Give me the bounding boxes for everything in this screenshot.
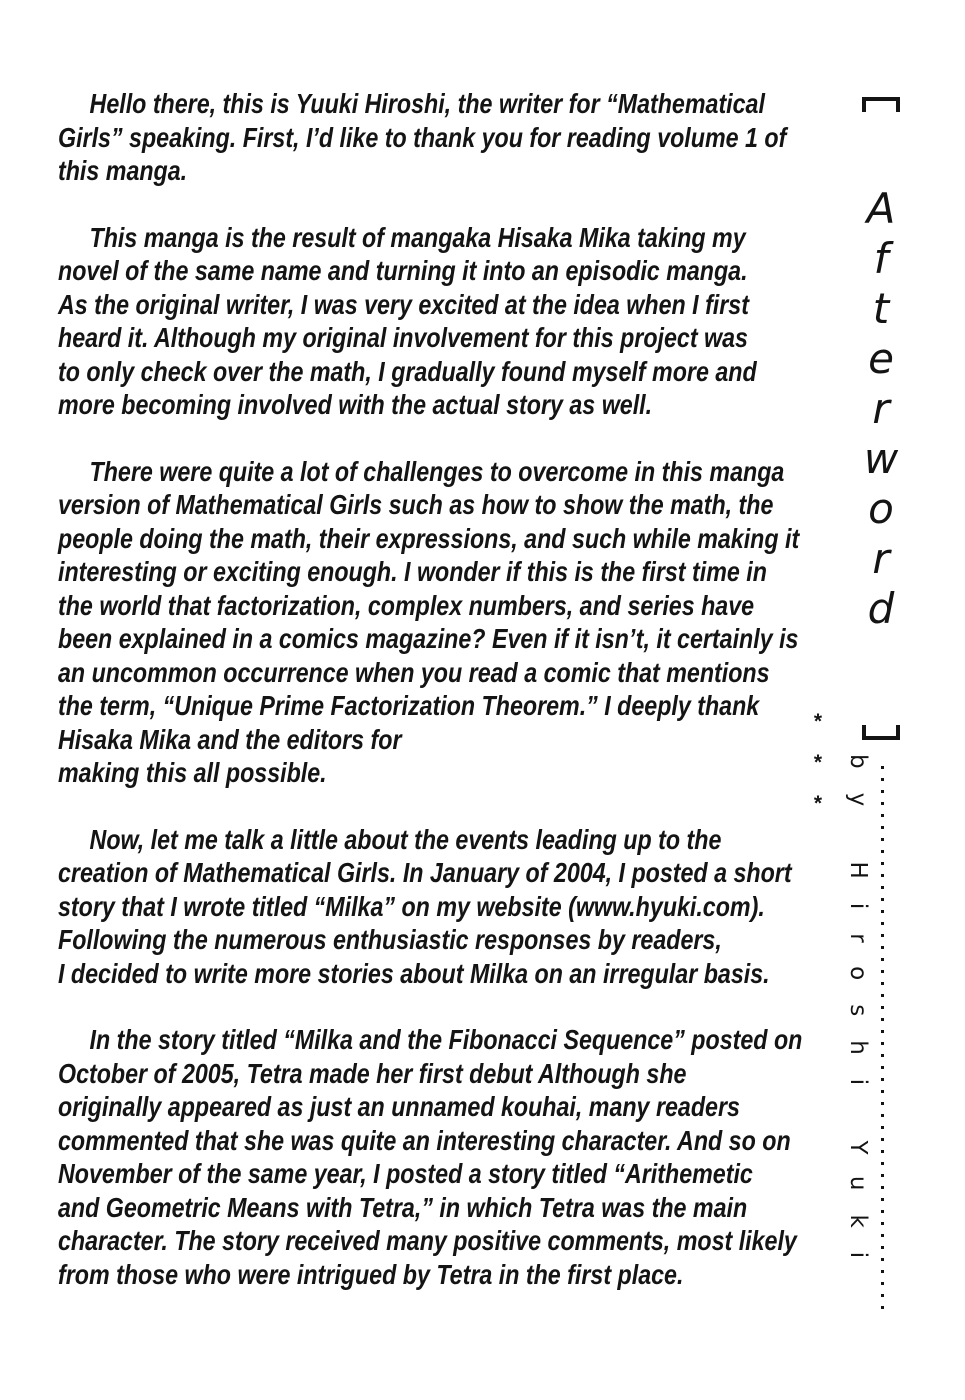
title-letter: r [872,384,890,433]
text-line: to only check over the math, I gradually found myself more and [58,355,757,387]
text-line: There were quite a lot of challenges to overcome in this manga [89,455,785,487]
text-line: Girls” speaking. First, I’d like to thank you for reading volume 1 of [58,121,787,153]
text-line: and Geometric Means with Tetra,” in which Tetra was the main [58,1191,748,1223]
text-line: making this all possible. [58,757,327,788]
text-line: people doing the math, their expressions, and such while making it [58,522,800,554]
text-line: In the story titled “Milka and the Fibonacci Sequence” posted on [89,1024,803,1055]
paragraph [58,87,822,188]
text-line: Hisaka Mika and the editors for [58,723,402,755]
title-letter: r [872,534,890,583]
text-line: version of Mathematical Girls such as how to show the math, the [58,489,774,520]
text-line: creation of Mathematical Girls. In January of 2004, I posted a short [58,857,792,888]
corner-bracket-open-icon [862,97,900,112]
afterword-body-text [58,87,822,1291]
title-letter: A [866,184,896,233]
scene-break-asterisks [806,712,830,814]
afterword-vertical-title [839,184,923,633]
text-line: Hello there, this is Yuuki Hiroshi, the writer for “Mathematical [89,88,765,119]
asterisk-mark: * [813,710,823,733]
title-letter: t [872,284,890,333]
text-line: this manga. [58,155,188,186]
text-line: Following the numerous enthusiastic responses by readers, [58,924,722,955]
text-line: As the original writer, I was very excited at the idea when I first [58,288,749,320]
corner-bracket-close-icon [862,725,900,740]
title-letter: e [868,334,894,383]
text-line: from those who were intrigued by Tetra in the first place. [58,1258,684,1290]
paragraph [58,823,822,991]
text-line: Now, let me talk a little about the events leading up to the [89,823,722,855]
text-line: the term, “Unique Prime Factorization Theorem.” I deeply thank [58,690,760,721]
text-line: This manga is the result of mangaka Hisaka Mika taking my [89,221,746,253]
text-line: originally appeared as just an unnamed kouhai, many readers [58,1091,740,1122]
text-line: character. The story received many positive comments, most likely [58,1225,797,1256]
text-line: the world that factorization, complex numbers, and series have [58,589,755,621]
text-line: been explained in a comics magazine? Even if it isn’t, it certainly is [58,623,799,654]
text-line: October of 2005, Tetra made her first debut Although she [58,1057,687,1089]
paragraph [58,455,822,790]
text-line: story that I wrote titled “Milka” on my website (www.hyuki.com). [58,890,765,922]
text-line: I decided to write more stories about Milka on an irregular basis. [58,957,770,989]
text-line: an uncommon occurrence when you read a comic that mentions [58,656,770,688]
paragraph [58,1023,822,1291]
asterisk-mark: * [813,792,823,815]
text-line: interesting or exciting enough. I wonder if this is the first time in [58,556,767,587]
byline-vertical-text: by Hiroshi Yuki [845,754,871,1283]
title-letter: f [873,234,889,283]
title-letter: w [863,434,899,483]
dotted-rule [881,766,884,1312]
title-letter: d [867,584,895,633]
title-letter: o [868,484,894,533]
asterisk-mark: * [813,751,823,774]
text-line: commented that she was quite an interesting character. And so on [58,1124,791,1156]
paragraph [58,221,822,422]
text-line: novel of the same name and turning it into an episodic manga. [58,255,748,286]
text-line: November of the same year, I posted a story titled “Arithemetic [58,1158,753,1189]
text-line: heard it. Although my original involvement for this project was [58,322,748,353]
text-line: more becoming involved with the actual story as well. [58,389,653,420]
